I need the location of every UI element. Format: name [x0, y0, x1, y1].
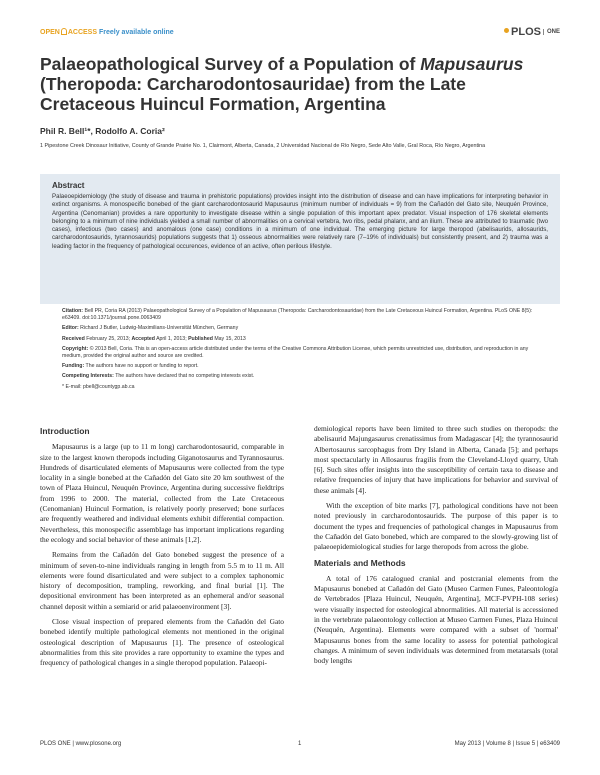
open-access-lock-icon: [61, 28, 67, 35]
corresponding-email[interactable]: * E-mail: pbell@countygp.ab.ca: [62, 383, 135, 390]
footer-journal-url[interactable]: PLOS ONE | www.plosone.org: [40, 741, 122, 747]
competing-interests: Competing Interests: The authors have declared that no competing interests exist.: [62, 373, 255, 380]
journal-header: [40, 26, 560, 42]
title-line2: (Theropoda: Carcharodontosauridae) from the Late Cretaceous Huincul Formation, Argentina: [40, 74, 466, 114]
journal-logo: [504, 26, 560, 38]
citation: Citation: Bell PR, Coria RA (2013) Palaeopathological Survey of a Population of Mapusaurus (Theropoda: Carcharodontosauridae) from the Late Cretaceous Huincul Formation, Argentina. PLoS ONE 8(5): e63409. doi:10.1371/journal.pone.0063409: [62, 308, 533, 322]
page-footer: [40, 741, 560, 753]
abstract-heading: Abstract: [52, 181, 85, 190]
page-number: 1: [298, 741, 302, 747]
article-metadata: [62, 308, 538, 394]
right-paragraph-1: demiological reports have been limited to three such studies on theropods: the abelisaurid Majungasaurus crenatissimus from Madagascar [4]; the tyrannosaurid Albertosaurus sarcophagus from Dry Island in Alberta, Canada [5]; and perhaps most spectacularly in Allosaurus fragilis from the Cleveland-Lloyd quarry, Utah [6]. Such sites offer insights into the susceptibility of certain taxa to disease and relative frequencies of injury that have implications for behavior and survival of these animals [4].: [314, 424, 558, 495]
right-paragraph-2: With the exception of bite marks [7], pathological conditions have not been noted previously in carcharodontosaurids. The purpose of this paper is to document the types and frequencies of pathological changes in Mapusaurus from the Cañadón del Gato bonebed, which are compared to the slowly-growing list of palaeoepidemiological studies for large theropods from across the globe.: [314, 501, 558, 552]
funding: Funding: The authors have no support or funding to report.: [62, 363, 199, 370]
freely-available-label: Freely available online: [98, 29, 174, 36]
methods-paragraph-1: A total of 176 catalogued cranial and postcranial elements from the Mapusaurus bonebed at Cañadón del Gato (Museo Carmen Funes, Paleontología de Vertebrados [Plaza Huincul, Neuquén, Argentina], MCF-PVPH-108 series) were visually inspected for osteological abnormalities. All material is accessioned in the vertebrate palaeontology collection at Museo Carmen Funes, Plaza Huincul (Neuquén, Argentina). Elements were compared with a subset of 'normal' Mapusaurus bones from the same locality to assess for potential pathological changes. A minimum of seven individuals was determined from metatarsals (total body lengths: [314, 573, 558, 666]
intro-paragraph-3: Close visual inspection of prepared elements from the Cañadón del Gato bonebed identify multiple pathological elements not mentioned in the original osteological description of Mapusaurus [1]. The presence of osteological abnormalities from this site provides a rare opportunity to examine the types and frequency of pathological changes in a single theropod population. Palaeopi-: [40, 617, 284, 668]
journal-one: ONE: [543, 29, 560, 35]
footer-issue-info: May 2013 | Volume 8 | Issue 5 | e63409: [454, 741, 560, 747]
editor: Editor: Richard J Butler, Ludwig-Maximilians-Universität München, Germany: [62, 325, 239, 332]
access-label: ACCESS: [67, 29, 98, 36]
title-line1: Palaeopathological Survey of a Population of: [40, 54, 416, 74]
intro-paragraph-2: Remains from the Cañadón del Gato bonebed suggest the presence of a minimum of seven-to-nine individuals ranging in length from 5.5 m to 11 m. All elements were found disarticulated and were subject to a complex taphonomic history of decomposition, trampling, reworking, and final burial [1]. The depositional environment has been interpreted as an ephemeral and/or seasonal channel deposit within a semiarid or arid palaeoenvironment [3].: [40, 550, 284, 611]
article-title: [40, 54, 560, 114]
left-column: [40, 424, 284, 674]
affiliations: 1 Pipestone Creek Dinosaur Initiative, County of Grande Prairie No. 1, Clairmont, Alberta, Canada, 2 Universidad Nacional de Río Negro, Sede Alto Valle, Gral Roca, Río Negro, Argentina: [40, 143, 486, 149]
right-column: [314, 424, 558, 672]
plos-dot-icon: [504, 28, 509, 33]
copyright: Copyright: © 2013 Bell, Coria. This is an open-access article distributed under the terms of the Creative Commons Attribution License, which permits unrestricted use, distribution, and reproduction in any medium, provided the original author and source are credited.: [62, 345, 529, 360]
introduction-heading: Introduction: [40, 426, 90, 436]
abstract-text: Palaeoepidemiology (the study of disease and trauma in prehistoric populations) provides insight into the distribution of disease and can have implications for interpreting behavior in extinct organisms. A monospecific bonebed of the giant carcharodontosaurid Mapusaurus (minimum number of individuals = 9) from the Cañadón del Gato site, Neuquén Province, Argentina (Cenomanian) provides a rare opportunity to investigate disease within a single population of this important apex predator. Visual inspection of 176 skeletal elements belonging to a minimum of nine individuals yielded a small number of abnormalities on a cervical vertebra, two ribs, pedal phalanx, and an ilium. These are attributed to traumatic (two cases), infectious (two cases) and anomalous (one case) conditions in a minimum of one individual. The emerging picture for large theropod (abelisaurids, allosaurids, carcharodontosaurids, tyrannosaurids) populations suggests that 1) osseous abnormalities were relatively rare (7–19% of individuals) but consistently present, and 2) trauma was a leading factor in the frequency of pathological occurences, evidence of an active, often perilous lifestyle.: [52, 193, 548, 250]
authors: Phil R. Bell¹*, Rodolfo A. Coria²: [40, 126, 165, 136]
open-access-banner: [40, 28, 174, 36]
abstract-box: [40, 174, 560, 304]
journal-name: PLOS: [511, 26, 541, 38]
open-label: OPEN: [40, 29, 60, 36]
methods-heading: Materials and Methods: [314, 557, 406, 568]
intro-paragraph-1: Mapusaurus is a large (up to 11 m long) carcharodontosaurid, comparable in size to the largest known theropods including Giganotosaurus and Tyrannosaurus. Hundreds of disarticulated elements of Mapusaurus were collected from the type locality in a single bonebed at the Cañadón del Gato site 20 km southwest of the town of Plaza Huincul, Neuquén Province, Argentina during successive fieldtrips from 1996 to 2000. The material, collected from the Late Cretaceous (Cenomanian) Huincul Formation, is relatively poorly preserved; bone surfaces are frequently weathered and individual elements exhibit differential compaction. Nevertheless, this monospecific assemblage has important implications regarding the ecology and social behavior of these animals [1,2].: [40, 442, 284, 544]
title-italic: Mapusaurus: [420, 54, 524, 74]
dates: Received February 25, 2013; Accepted April 1, 2013; Published May 15, 2013: [62, 335, 246, 342]
